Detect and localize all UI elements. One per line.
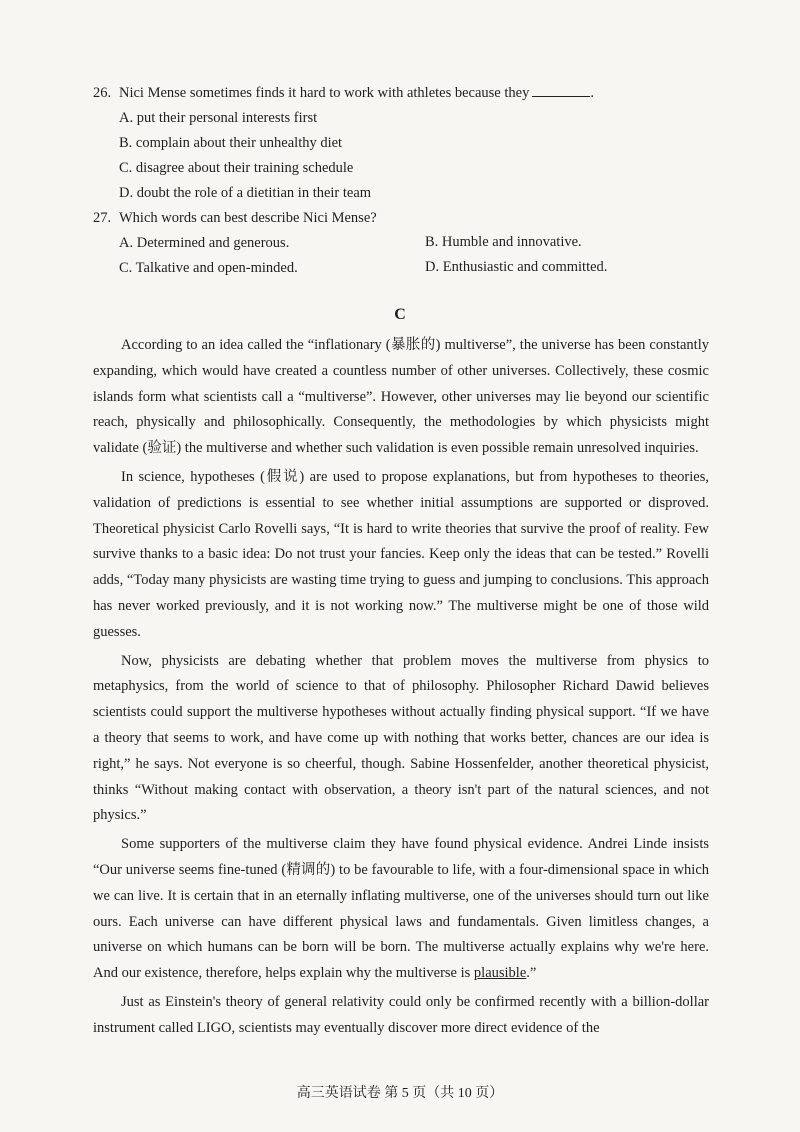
paragraph-4	[93, 832, 709, 987]
paragraph-1: According to an idea called the “inflationary (暴胀的) multiverse”, the universe has been constantly expanding, which would have created a countless number of other universes. Collectively, these cosmic islands form what scientists call a “multiverse”. However, other universes may lie beyond our scientific reach, physically and philosophically. Consequently, the methodologies by which physicists might validate (验证) the multiverse and whether such validation is even possible remain unresolved inquiries.	[93, 337, 709, 457]
question-number: 26.	[93, 85, 112, 101]
q27-option-c: C. Talkative and open-minded.	[119, 260, 298, 276]
q26-option-b: B. complain about their unhealthy diet	[119, 135, 343, 151]
q26-option-c: C. disagree about their training schedule	[119, 160, 354, 176]
q27-option-b: B. Humble and innovative.	[425, 234, 582, 250]
question-26	[93, 84, 594, 102]
underlined-word: plausible	[473, 965, 527, 982]
reading-passage	[93, 333, 709, 1042]
paragraph-5: Just as Einstein's theory of general relativity could only be confirmed recently with a billion-dollar instrument called LIGO, scientists may eventually discover more direct evidence of the	[93, 993, 709, 1036]
q26-option-d: D. doubt the role of a dietitian in their team	[119, 185, 372, 201]
paragraph-4-text: Some supporters of the multiverse claim they have found physical evidence. Andrei Linde insists “Our universe seems fine-tuned (精调的) to be favourable to life, with a four-dimensional space in which we can live. It is certain that in an eternally inflating multiverse, one of the universes should turn out like ours. Each universe can have different physical laws and fundamentals. Given limitless changes, a universe on which humans can be born will be born. The multiverse actually explains why we're here. And our existence, therefore, helps explain why the multiverse is	[93, 836, 709, 982]
q27-option-d: D. Enthusiastic and committed.	[425, 259, 608, 275]
question-stem: Nici Mense sometimes finds it hard to work with athletes because they	[119, 85, 530, 101]
q26-option-a: A. put their personal interests first	[119, 110, 318, 126]
question-27	[93, 209, 377, 227]
paragraph-3: Now, physicists are debating whether that problem moves the multiverse from physics to metaphysics, from the world of science to that of philosophy. Philosopher Richard Dawid believes scientists could support the multiverse hypotheses without actually finding physical support. “If we have a theory that seems to work, and have come up with nothing that works better, chances are our idea is right,” he says. Not everyone is so cheerful, though. Sabine Hossenfelder, another theoretical physicist, thinks “Without making contact with observation, a theory isn't part of the natural sciences, and not physics.”	[93, 652, 709, 824]
question-number: 27.	[93, 210, 112, 226]
q27-option-a: A. Determined and generous.	[119, 235, 290, 251]
answer-blank	[532, 84, 590, 97]
stem-end: .	[590, 85, 594, 101]
page-footer: 高三英语试卷 第 5 页（共 10 页）	[296, 1086, 504, 1101]
paragraph-2: In science, hypotheses (假说) are used to propose explanations, but from hypotheses to theories, validation of predictions is essential to see whether initial assumptions are supported or disproved. Theoretical physicist Carlo Rovelli says, “It is hard to write theories that survive the proof of reality. Few survive thanks to a basic idea: Do not trust your fancies. Keep only the ideas that can be tested.” Rovelli adds, “Today many physicists are wasting time trying to guess and jumping to conclusions. This approach has never worked previously, and it is not working now.” The multiverse might be one of those wild guesses.	[93, 468, 709, 640]
question-stem: Which words can best describe Nici Mense?	[119, 210, 377, 226]
section-label: C	[394, 306, 406, 323]
paragraph-4-end: .”	[526, 965, 537, 982]
